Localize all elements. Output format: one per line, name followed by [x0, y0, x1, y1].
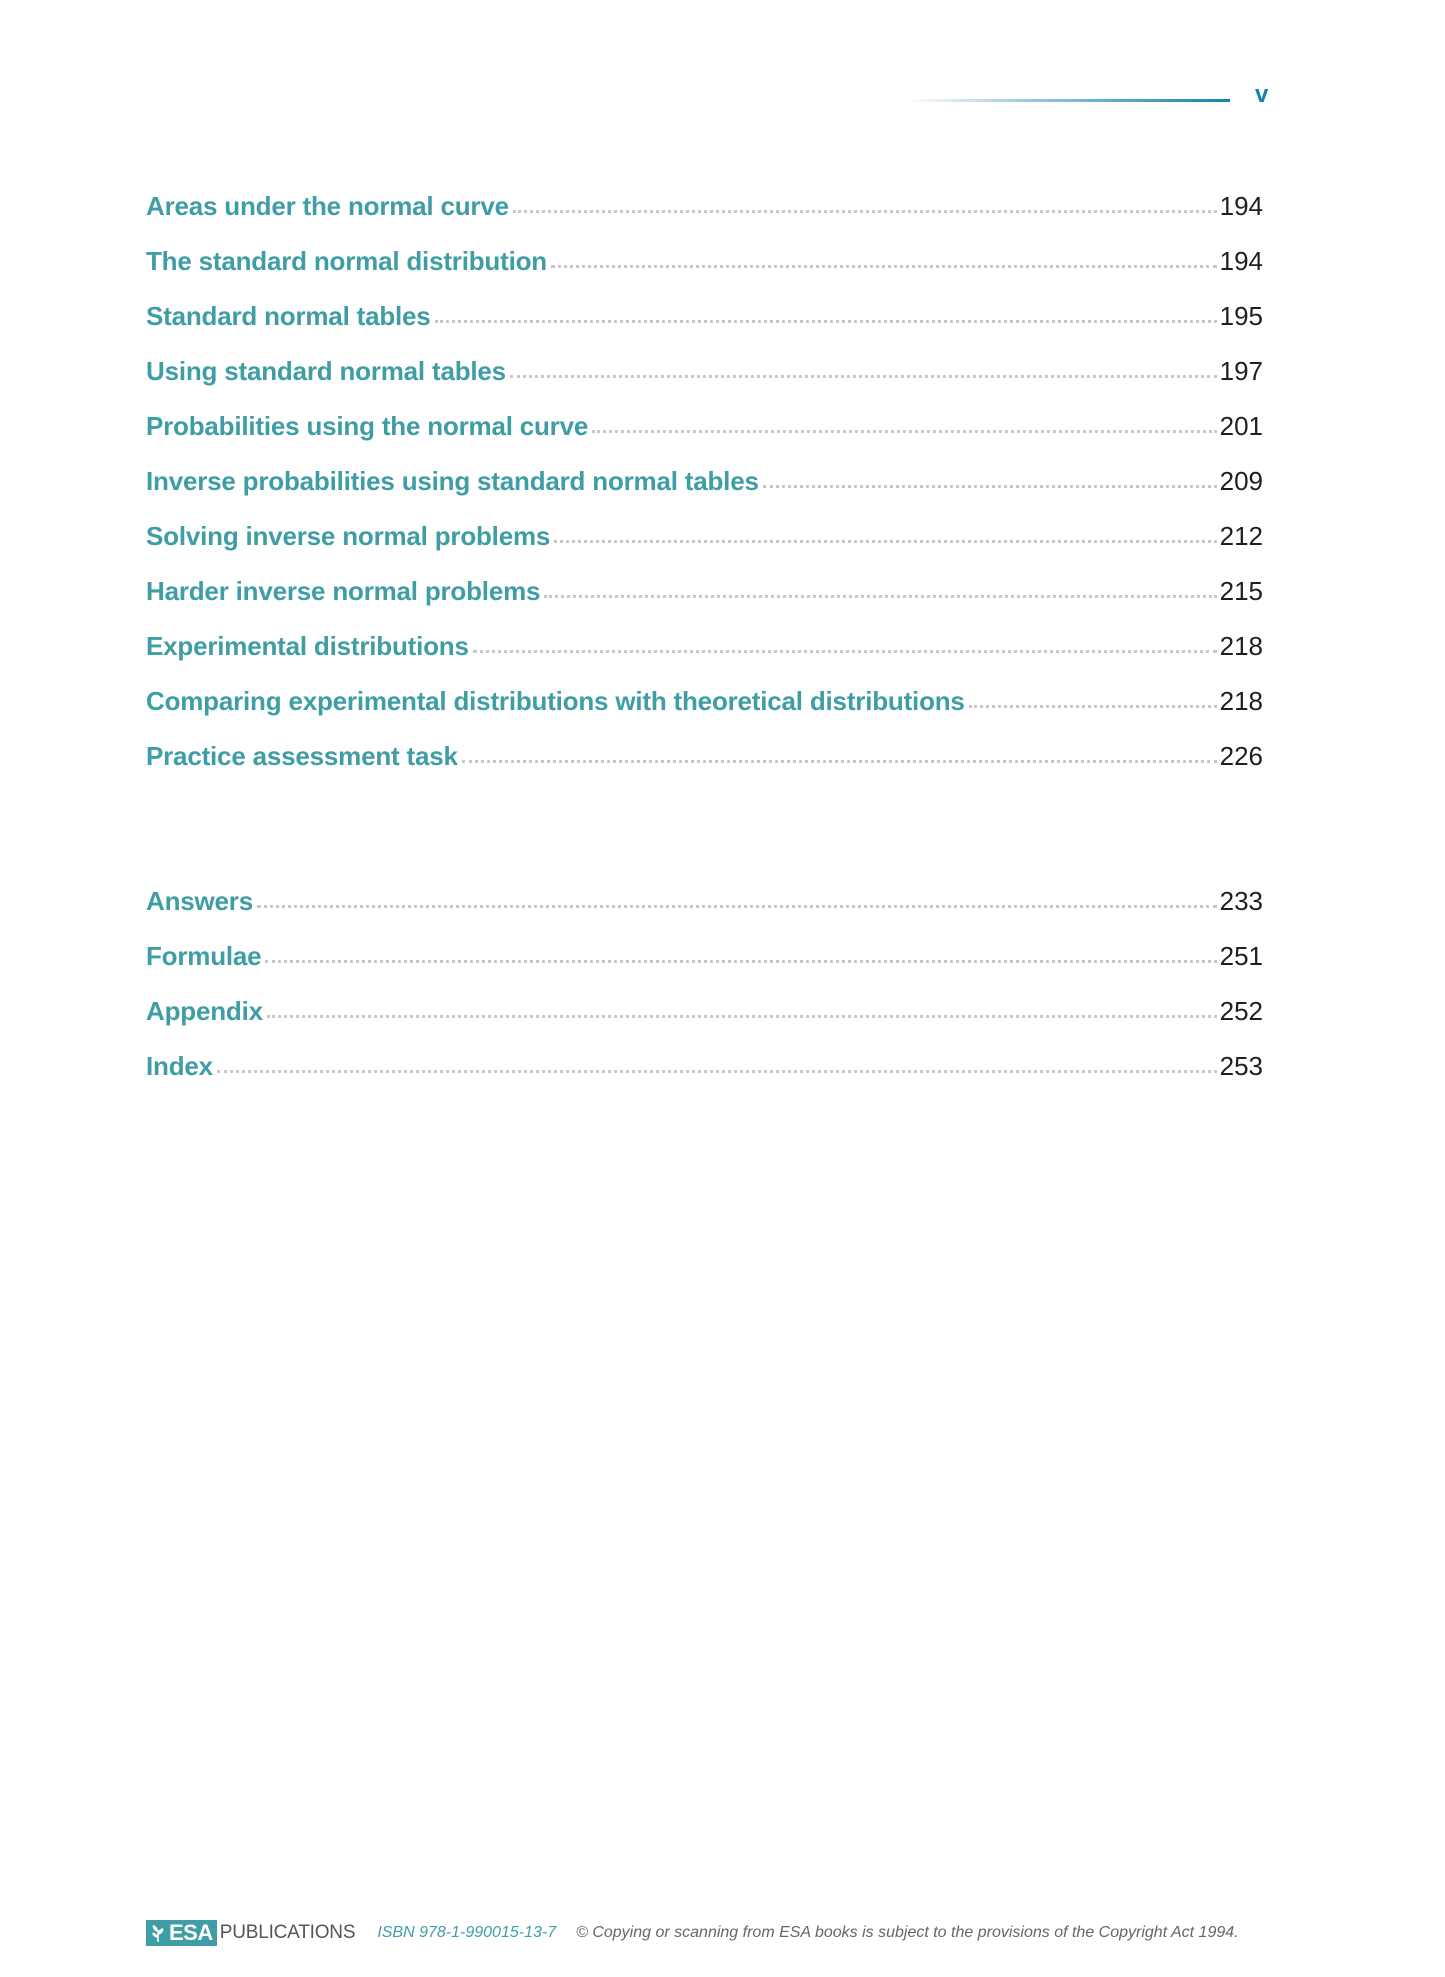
- toc-entry: [146, 571, 1263, 626]
- toc-entry-title: Areas under the normal curve: [146, 191, 509, 221]
- dot-leader: [510, 374, 1217, 378]
- logo-publications-text: PUBLICATIONS: [219, 1922, 356, 1943]
- toc-entry-title: Practice assessment task: [146, 741, 458, 771]
- toc-entry-title: Probabilities using the normal curve: [146, 411, 589, 441]
- toc-entry-title: Comparing experimental distributions with theoretical distributions: [146, 686, 965, 716]
- dot-leader: [544, 594, 1216, 598]
- toc-entry-page-number: 197: [1219, 356, 1263, 386]
- dot-leader: [551, 264, 1217, 268]
- toc-main-list: [146, 186, 1263, 791]
- toc-entry-title: Appendix: [146, 996, 263, 1026]
- toc-entry-page-number: 209: [1219, 466, 1263, 496]
- toc-entry-page-number: 194: [1219, 246, 1263, 276]
- toc-entry-page-number: 218: [1219, 631, 1263, 661]
- toc-entry-title: Solving inverse normal problems: [146, 521, 551, 551]
- dot-leader: [554, 539, 1216, 543]
- toc-entry-page-number: 194: [1219, 191, 1263, 221]
- toc-entry-page-number: 212: [1219, 521, 1263, 551]
- toc-entry: [146, 296, 1263, 351]
- toc-entry: [146, 681, 1263, 736]
- toc-entry-page-number: 201: [1219, 411, 1263, 441]
- publisher-logo: [146, 1920, 355, 1946]
- toc-entry-title: Harder inverse normal problems: [146, 576, 541, 606]
- toc-entry-title: Experimental distributions: [146, 631, 469, 661]
- toc-entry-title: Index: [146, 1051, 213, 1081]
- toc-entry-title: Formulae: [146, 941, 262, 971]
- toc-entry: [146, 936, 1263, 991]
- copyright-notice: © Copying or scanning from ESA books is subject to the provisions of the Copyright Act 1994.: [576, 1924, 1239, 1941]
- toc-entry: [146, 241, 1263, 296]
- logo-badge: [146, 1920, 217, 1946]
- toc-entry: [146, 461, 1263, 516]
- toc-entry-title: Inverse probabilities using standard normal tables: [146, 466, 759, 496]
- toc-entry-page-number: 253: [1219, 1051, 1263, 1081]
- toc-back-matter-list: [146, 881, 1263, 1101]
- page-number: v: [1255, 81, 1269, 108]
- dot-leader: [265, 959, 1216, 963]
- toc-entry: [146, 736, 1263, 791]
- toc-entry-title: Answers: [146, 886, 253, 916]
- dot-leader: [217, 1069, 1217, 1073]
- toc-entry: [146, 881, 1263, 936]
- dot-leader: [267, 1014, 1217, 1018]
- dot-leader: [435, 319, 1217, 323]
- dot-leader: [257, 904, 1217, 908]
- toc-entry-page-number: 233: [1219, 886, 1263, 916]
- toc-entry: [146, 1046, 1263, 1101]
- dot-leader: [473, 649, 1217, 653]
- toc-entry-title: The standard normal distribution: [146, 246, 547, 276]
- toc-entry-page-number: 251: [1219, 941, 1263, 971]
- toc-entry-page-number: 215: [1219, 576, 1263, 606]
- dot-leader: [763, 484, 1217, 488]
- dot-leader: [513, 209, 1217, 213]
- toc-entry-page-number: 218: [1219, 686, 1263, 716]
- page-header: [0, 80, 1445, 120]
- toc-entry: [146, 186, 1263, 241]
- toc-entry-title: Using standard normal tables: [146, 356, 506, 386]
- toc-entry-page-number: 252: [1219, 996, 1263, 1026]
- toc-entry-title: Standard normal tables: [146, 301, 431, 331]
- toc-entry-page-number: 195: [1219, 301, 1263, 331]
- toc-entry: [146, 351, 1263, 406]
- toc-entry-page-number: 226: [1219, 741, 1263, 771]
- isbn-text: ISBN 978-1-990015-13-7: [377, 1924, 557, 1941]
- logo-esa-text: ESA: [169, 1920, 213, 1945]
- toc-entry: [146, 991, 1263, 1046]
- header-rule: [905, 99, 1230, 102]
- toc-entry: [146, 626, 1263, 681]
- dot-leader: [462, 759, 1217, 763]
- toc-entry: [146, 516, 1263, 571]
- dot-leader: [969, 704, 1217, 708]
- dot-leader: [592, 429, 1216, 433]
- page-footer: [146, 1918, 1271, 1948]
- esa-leaf-logo-icon: [149, 1923, 167, 1943]
- toc-entry: [146, 406, 1263, 461]
